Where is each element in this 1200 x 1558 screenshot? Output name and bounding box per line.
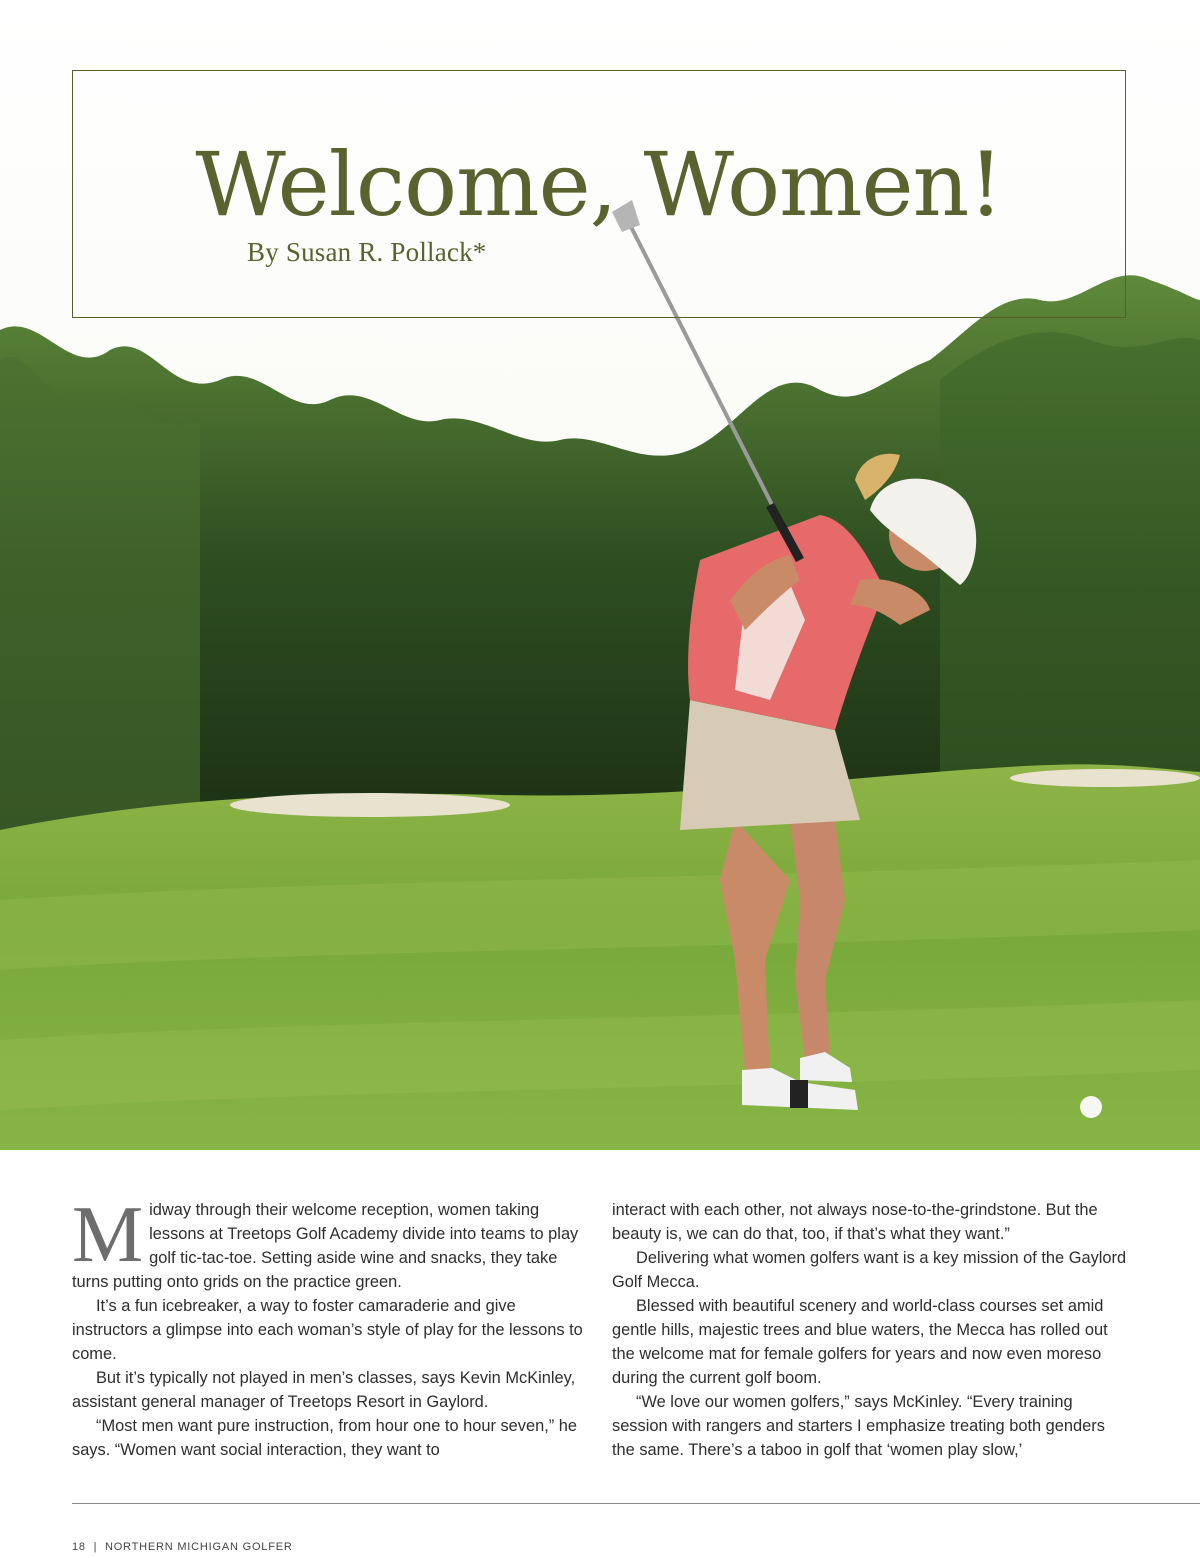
title-frame	[72, 70, 1126, 318]
drop-cap: M	[72, 1191, 144, 1279]
paragraph-2: It’s a fun icebreaker, a way to foster camaraderie and give instructors a glimpse into each woman’s style of play for the lessons to come.	[72, 1297, 583, 1363]
page-number: 18	[72, 1541, 86, 1553]
paragraph-1: Midway through their welcome reception, women taking lessons at Treetops Golf Academy divide into teams to play golf tic-tac-toe. Setting aside wine and snacks, they take turns putting onto grids on the practice green.	[72, 1191, 579, 1291]
paragraph-7: Blessed with beautiful scenery and world-class courses set amid gentle hills, majestic trees and blue waters, the Mecca has rolled out the welcome mat for female golfers for years and now even moreso during the current golf boom.	[612, 1297, 1108, 1387]
footer-separator: |	[93, 1541, 98, 1553]
article-column-left	[72, 1191, 592, 1462]
paragraph-5: interact with each other, not always nose-to-the-grindstone. But the beauty is, we can do that, too, if that’s what they want.”	[612, 1201, 1098, 1243]
paragraph-3: But it’s typically not played in men’s classes, says Kevin McKinley, assistant general manager of Treetops Resort in Gaylord.	[72, 1369, 576, 1411]
page-footer	[72, 1541, 293, 1553]
article-title: Welcome, Women!	[195, 133, 1003, 236]
paragraph-4: “Most men want pure instruction, from hour one to hour seven,” he says. “Women want social interaction, they want to	[72, 1417, 578, 1459]
article-byline: By Susan R. Pollack*	[247, 237, 487, 267]
article-column-right	[612, 1198, 1132, 1462]
footer-divider	[72, 1503, 1200, 1504]
paragraph-8: “We love our women golfers,” says McKinley. “Every training session with rangers and starters I emphasize treating both genders the same. There’s a taboo in golf that ‘women play slow,’	[612, 1393, 1105, 1459]
paragraph-6: Delivering what women golfers want is a key mission of the Gaylord Golf Mecca.	[612, 1249, 1127, 1291]
publication-name: NORTHERN MICHIGAN GOLFER	[104, 1541, 293, 1553]
